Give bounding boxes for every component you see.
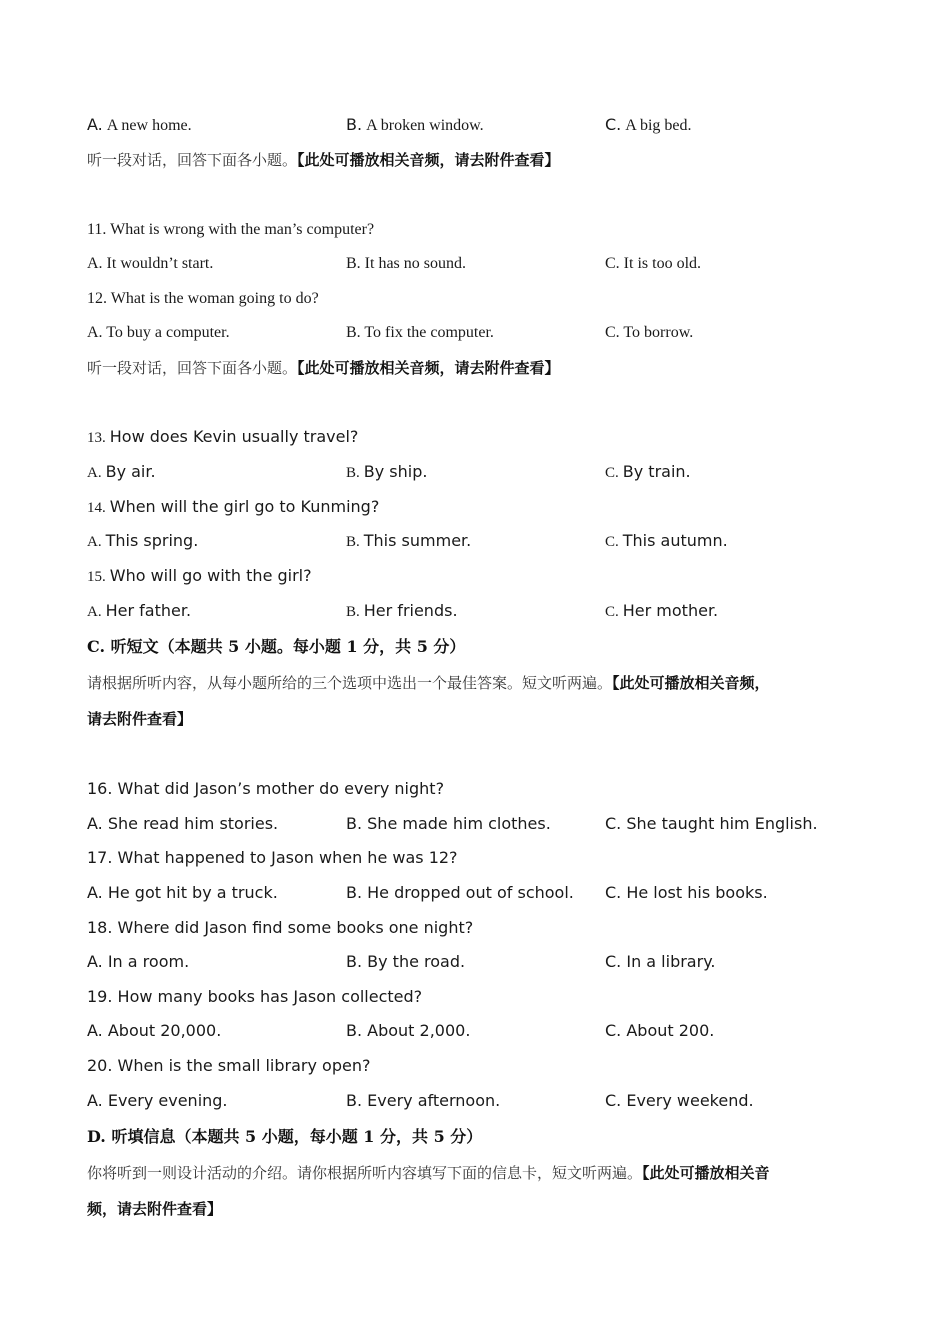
q14-option-a[interactable]: A. This spring. (87, 531, 199, 550)
q17-option-a[interactable]: A. He got hit by a truck. (87, 883, 278, 902)
q10-option-c[interactable]: C. A big bed. (605, 115, 692, 134)
q11-option-a[interactable]: A. It wouldn’t start. (87, 255, 214, 272)
q12-option-a[interactable]: A. To buy a computer. (87, 324, 230, 341)
q20-option-a[interactable]: A. Every evening. (87, 1091, 228, 1110)
q18-option-a[interactable]: A. In a room. (87, 952, 190, 971)
q14-options (87, 524, 877, 558)
q11-option-c[interactable]: C. It is too old. (605, 255, 702, 272)
q20-option-c[interactable]: C. Every weekend. (605, 1091, 754, 1110)
q19-option-a[interactable]: A. About 20,000. (87, 1021, 222, 1040)
q17-option-b[interactable]: B. He dropped out of school. (346, 883, 574, 902)
q15-option-a[interactable]: A. Her father. (87, 601, 192, 620)
q12-question: 12. What is the woman going to do? (87, 290, 319, 307)
q19-option-b[interactable]: B. About 2,000. (346, 1021, 471, 1040)
q16-option-b[interactable]: B. She made him clothes. (346, 814, 551, 833)
q15-options (87, 594, 877, 628)
section-c-instruction-cont: 请去附件查看】 (87, 710, 193, 728)
q19-options (87, 1014, 877, 1048)
q14-option-c[interactable]: C. This autumn. (605, 531, 728, 550)
q20-option-b[interactable]: B. Every afternoon. (346, 1091, 501, 1110)
dialogue-intro-1: 听一段对话，回答下面各小题。【此处可播放相关音频，请去附件查看】 (87, 151, 560, 169)
q11-option-b[interactable]: B. It has no sound. (346, 255, 466, 272)
q13-options (87, 455, 877, 489)
q15-question: 15. Who will go with the girl? (87, 566, 312, 585)
q14-question: 14. When will the girl go to Kunming? (87, 497, 380, 516)
section-d-instruction: 你将听到一则设计活动的介绍。请你根据所听内容填写下面的信息卡，短文听两遍。【此处可播放相关音 (87, 1164, 770, 1182)
q11-options (87, 247, 877, 281)
q13-option-a[interactable]: A. By air. (87, 462, 156, 481)
section-d-heading: D. 听填信息（本题共 5 小题，每小题 1 分，共 5 分） (87, 1127, 483, 1146)
q10-option-a[interactable]: A. A new home. (87, 115, 192, 134)
q19-question: 19. How many books has Jason collected? (87, 987, 423, 1006)
q11-question: 11. What is wrong with the man’s computer? (87, 221, 375, 238)
audio-note: 【此处可播放相关音频， (612, 674, 770, 692)
section-d-instruction-cont: 频，请去附件查看】 (87, 1200, 223, 1218)
audio-note: 【此处可播放相关音频，请去附件查看】 (297, 359, 560, 377)
section-c-heading: C. 听短文（本题共 5 小题。每小题 1 分，共 5 分） (87, 637, 466, 656)
q18-option-b[interactable]: B. By the road. (346, 952, 466, 971)
q16-question: 16. What did Jason’s mother do every night? (87, 779, 445, 798)
q19-option-c[interactable]: C. About 200. (605, 1021, 715, 1040)
q12-options (87, 316, 877, 350)
q13-option-c[interactable]: C. By train. (605, 462, 691, 481)
q16-option-a[interactable]: A. She read him stories. (87, 814, 279, 833)
q10-options (87, 108, 877, 142)
audio-note: 【此处可播放相关音频，请去附件查看】 (297, 151, 560, 169)
q14-option-b[interactable]: B. This summer. (346, 531, 472, 550)
dialogue-intro-2: 听一段对话，回答下面各小题。【此处可播放相关音频，请去附件查看】 (87, 359, 560, 377)
section-c-instruction: 请根据所听内容，从每小题所给的三个选项中选出一个最佳答案。短文听两遍。【此处可播放相关音频， (87, 674, 770, 692)
q18-option-c[interactable]: C. In a library. (605, 952, 716, 971)
q15-option-c[interactable]: C. Her mother. (605, 601, 719, 620)
q17-option-c[interactable]: C. He lost his books. (605, 883, 768, 902)
q17-options (87, 876, 877, 910)
q16-option-c[interactable]: C. She taught him English. (605, 814, 818, 833)
q20-options (87, 1084, 877, 1118)
q17-question: 17. What happened to Jason when he was 12? (87, 848, 458, 867)
audio-note: 【此处可播放相关音 (642, 1164, 770, 1182)
q18-options (87, 945, 877, 979)
q12-option-c[interactable]: C. To borrow. (605, 324, 694, 341)
q20-question: 20. When is the small library open? (87, 1056, 371, 1075)
q15-option-b[interactable]: B. Her friends. (346, 601, 458, 620)
q13-option-b[interactable]: B. By ship. (346, 462, 428, 481)
q13-question: 13. How does Kevin usually travel? (87, 427, 359, 446)
q16-options (87, 807, 877, 841)
q18-question: 18. Where did Jason find some books one night? (87, 918, 474, 937)
q10-option-b[interactable]: B. A broken window. (346, 115, 484, 134)
q12-option-b[interactable]: B. To fix the computer. (346, 324, 494, 341)
